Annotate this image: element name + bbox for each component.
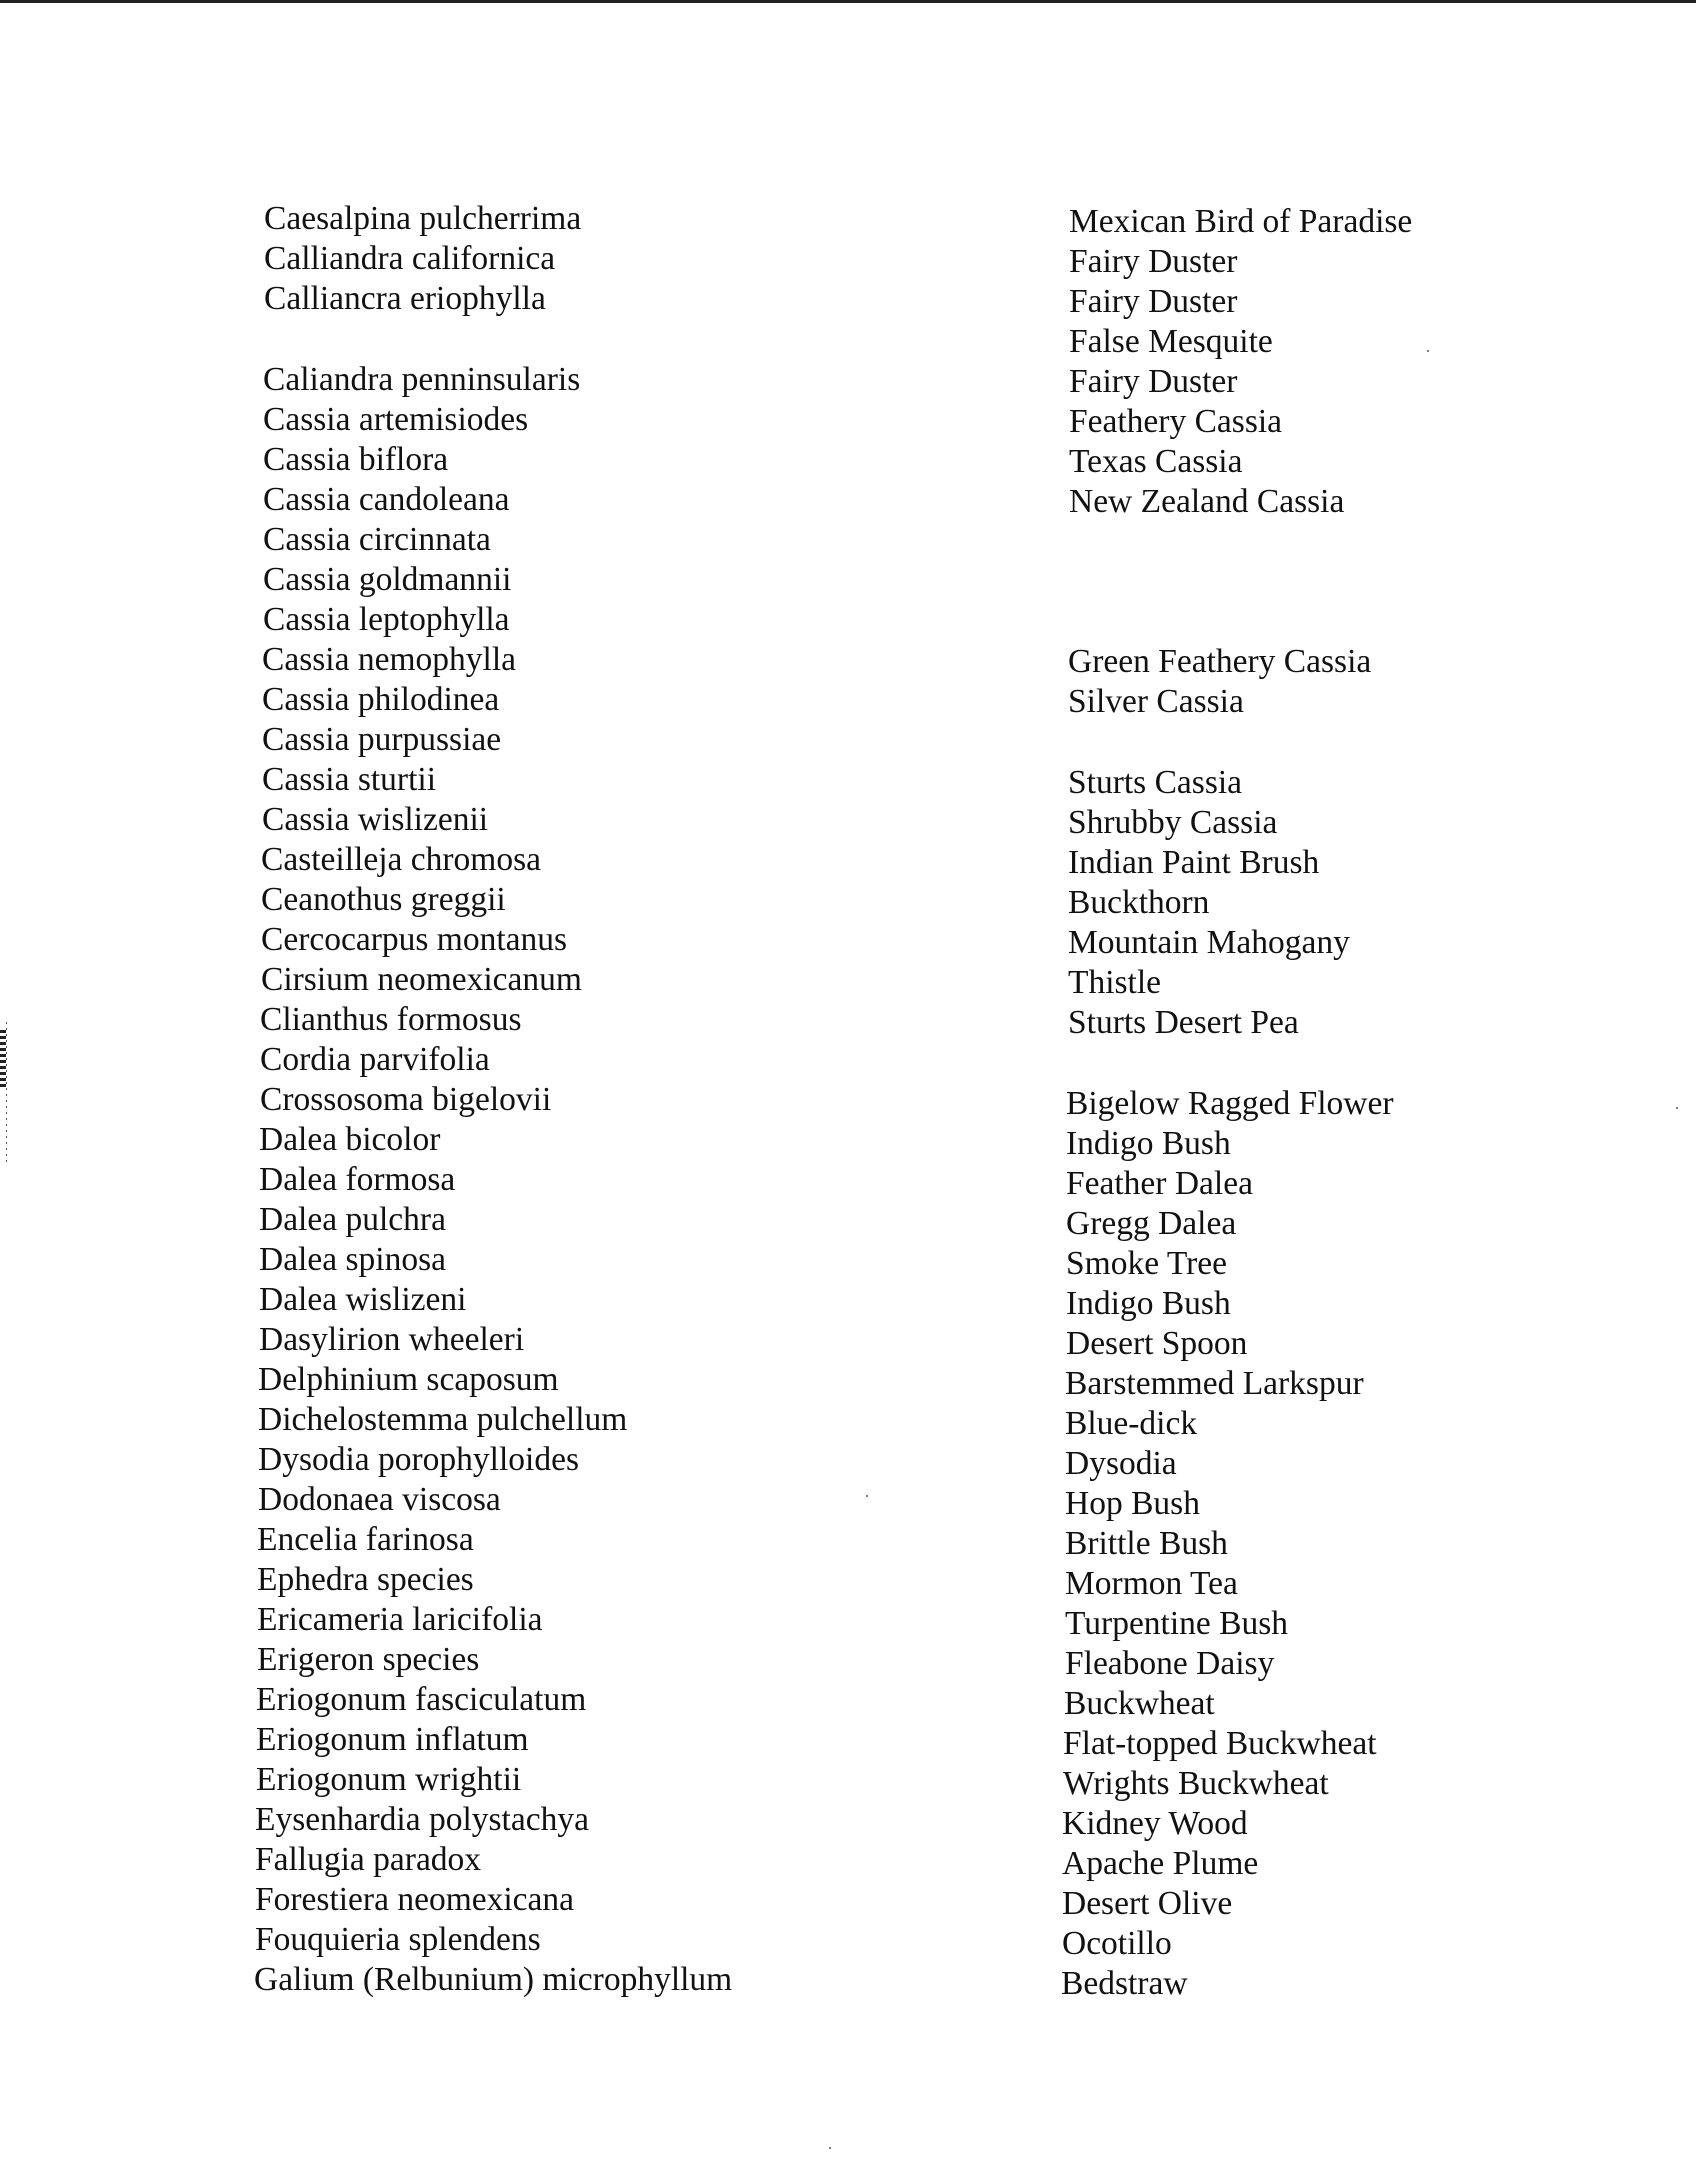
common-name: Feathery Cassia: [1069, 403, 1283, 440]
scientific-name: Dysodia porophylloides: [258, 1441, 580, 1478]
common-name: Ocotillo: [1062, 1925, 1172, 1962]
scientific-name: Calliandra californica: [264, 240, 556, 277]
scientific-name: Cassia artemisiodes: [263, 401, 529, 438]
scientific-name: Forestiera neomexicana: [255, 1881, 575, 1918]
common-name: Hop Bush: [1065, 1485, 1200, 1522]
scan-speck: [829, 2147, 831, 2149]
scientific-name: Dalea pulchra: [259, 1201, 446, 1238]
scientific-name: Eriogonum wrightii: [256, 1761, 522, 1798]
scan-top-edge: [0, 0, 1696, 3]
common-name: Shrubby Cassia: [1068, 804, 1278, 841]
scan-speck: [1427, 350, 1429, 352]
common-name: Sturts Desert Pea: [1068, 1004, 1299, 1041]
scientific-name: Dalea spinosa: [259, 1241, 446, 1278]
common-name: Fairy Duster: [1069, 363, 1238, 400]
common-name: Silver Cassia: [1068, 683, 1244, 720]
scientific-name: Cassia biflora: [263, 441, 449, 478]
common-name: Indigo Bush: [1066, 1285, 1231, 1322]
scientific-name: Cassia purpussiae: [262, 721, 502, 758]
scientific-name: Dalea bicolor: [259, 1121, 441, 1158]
common-name: False Mesquite: [1069, 323, 1273, 360]
scientific-name: Dodonaea viscosa: [258, 1481, 501, 1518]
scientific-name: Eriogonum fasciculatum: [256, 1681, 587, 1718]
scientific-name: Caesalpina pulcherrima: [264, 200, 582, 237]
scientific-name: Dalea wislizeni: [259, 1281, 467, 1318]
scientific-name: Galium (Relbunium) microphyllum: [254, 1961, 733, 1998]
common-name: Thistle: [1068, 964, 1162, 1001]
common-name: Buckwheat: [1064, 1685, 1215, 1722]
common-name: Apache Plume: [1062, 1845, 1259, 1882]
scientific-name: Delphinium scaposum: [258, 1361, 559, 1398]
common-name: Fleabone Daisy: [1065, 1645, 1275, 1682]
scientific-name: Ericameria laricifolia: [257, 1601, 543, 1638]
common-name: Bigelow Ragged Flower: [1066, 1085, 1394, 1122]
common-name: Fairy Duster: [1069, 283, 1238, 320]
common-name: Blue-dick: [1065, 1405, 1198, 1442]
scientific-name: Cercocarpus montanus: [261, 921, 568, 958]
common-name: Fairy Duster: [1069, 243, 1238, 280]
scan-speck: [866, 1495, 868, 1497]
common-name: Texas Cassia: [1069, 443, 1243, 480]
scientific-name: Cirsium neomexicanum: [261, 961, 582, 998]
scientific-name: Caliandra penninsularis: [263, 361, 581, 398]
scientific-name: Cassia goldmannii: [263, 561, 512, 598]
scientific-name: Cassia philodinea: [262, 681, 500, 718]
scientific-name: Ephedra species: [257, 1561, 474, 1598]
scientific-name: Eriogonum inflatum: [256, 1721, 529, 1758]
scientific-name: Cassia leptophylla: [263, 601, 510, 638]
common-name: Mormon Tea: [1065, 1565, 1238, 1602]
common-name: Turpentine Bush: [1065, 1605, 1289, 1642]
common-name: Kidney Wood: [1062, 1805, 1248, 1842]
common-name: Barstemmed Larkspur: [1065, 1365, 1364, 1402]
common-name: Wrights Buckwheat: [1063, 1765, 1329, 1802]
common-name: Mexican Bird of Paradise: [1069, 203, 1413, 240]
scientific-name: Fallugia paradox: [255, 1841, 482, 1878]
common-name: Green Feathery Cassia: [1068, 643, 1372, 680]
scientific-name: Fouquieria splendens: [255, 1921, 541, 1958]
common-name: Smoke Tree: [1066, 1245, 1228, 1282]
scientific-name: Crossosoma bigelovii: [260, 1081, 552, 1118]
scientific-name: Cassia sturtii: [262, 761, 437, 798]
scientific-name: Cassia wislizenii: [262, 801, 489, 838]
scientific-name: Cordia parvifolia: [260, 1041, 490, 1078]
common-name: Gregg Dalea: [1066, 1205, 1237, 1242]
scientific-name: Cassia candoleana: [263, 481, 510, 518]
common-name: Dysodia: [1065, 1445, 1177, 1482]
common-name: Feather Dalea: [1066, 1165, 1253, 1202]
common-name: Bedstraw: [1061, 1965, 1188, 2002]
scientific-name: Casteilleja chromosa: [261, 841, 542, 878]
scientific-name: Dalea formosa: [259, 1161, 456, 1198]
scientific-name: Clianthus formosus: [260, 1001, 522, 1038]
common-name: Buckthorn: [1068, 884, 1210, 921]
common-name: Desert Spoon: [1066, 1325, 1248, 1362]
common-name: Brittle Bush: [1065, 1525, 1228, 1562]
common-name: Indian Paint Brush: [1068, 844, 1320, 881]
scientific-name: Cassia nemophylla: [262, 641, 516, 678]
scientific-name: Erigeron species: [257, 1641, 480, 1678]
scan-left-edge-dots: [6, 1022, 7, 1164]
scientific-name: Calliancra eriophylla: [264, 280, 546, 317]
common-name: Sturts Cassia: [1068, 764, 1243, 801]
scan-speck: [1676, 1107, 1678, 1109]
common-name: Indigo Bush: [1066, 1125, 1231, 1162]
scientific-name: Dichelostemma pulchellum: [258, 1401, 628, 1438]
scientific-name: Cassia circinnata: [263, 521, 491, 558]
common-name: New Zealand Cassia: [1069, 483, 1345, 520]
scientific-name: Encelia farinosa: [257, 1521, 474, 1558]
common-name: Flat-topped Buckwheat: [1063, 1725, 1377, 1762]
scientific-name: Eysenhardia polystachya: [255, 1801, 589, 1838]
scientific-name: Ceanothus greggii: [261, 881, 506, 918]
scientific-name: Dasylirion wheeleri: [259, 1321, 525, 1358]
common-name: Mountain Mahogany: [1068, 924, 1350, 961]
common-name: Desert Olive: [1062, 1885, 1233, 1922]
